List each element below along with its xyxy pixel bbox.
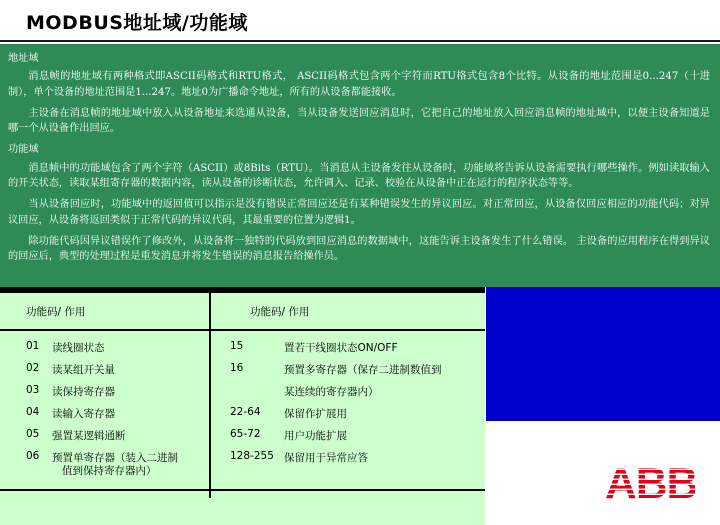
right-desc: 保留作扩展用 bbox=[284, 408, 347, 420]
right-desc: 用户功能扩展 bbox=[284, 430, 347, 442]
right-desc-continued: 某连续的寄存器内） bbox=[284, 386, 379, 398]
function-paragraph-2: 当从设备回应时，功能域中的返回值可以指示是没有错误正常回应还是有某种错误发生的异议回应。对正常回应，从设备仅回应相应的功能代码；对异议回应，从设备将返回类似于正常代码的异议代码，其最重要的位置为逻辑1。 bbox=[8, 199, 710, 226]
left-desc: 读线圈状态 bbox=[52, 342, 105, 354]
right-desc: 置若干线圈状态ON/OFF bbox=[284, 342, 398, 354]
left-desc: 读保持寄存器 bbox=[52, 386, 115, 398]
table-bottom-divider bbox=[0, 489, 485, 491]
svg-text:ABB: ABB bbox=[605, 460, 695, 502]
left-code: 05 bbox=[26, 428, 40, 440]
right-code: 15 bbox=[230, 340, 244, 352]
right-code: 16 bbox=[230, 362, 244, 374]
right-desc: 预置多寄存器（保存二进制数值到 bbox=[284, 364, 442, 376]
left-desc-continued: 值到保持寄存器内） bbox=[62, 465, 157, 477]
left-code: 03 bbox=[26, 384, 40, 396]
header-right: 功能码/ 作用 bbox=[250, 306, 310, 318]
blue-decorative-block bbox=[486, 287, 720, 421]
function-paragraph-1: 消息帧中的功能域包含了两个字符（ASCII）或8Bits（RTU）。当消息从主设备发往从设备时，功能域将告诉从设备需要执行哪些操作。例如读取输入的开关状态，读取某组寄存器的数据内容，读从设备的诊断状态，允许调入、记录、校验在从设备中正在运行的程序状态等等。 bbox=[8, 162, 710, 190]
right-code: 22-64 bbox=[230, 406, 261, 418]
title-underline bbox=[0, 40, 720, 42]
right-desc: 保留用于异常应答 bbox=[284, 452, 368, 464]
right-code: 65-72 bbox=[230, 428, 261, 440]
left-desc: 读某组开关量 bbox=[52, 364, 115, 376]
address-heading: 地址域 bbox=[8, 53, 39, 64]
left-desc: 读输入寄存器 bbox=[52, 408, 115, 420]
function-paragraph-3: 除功能代码因异议错误作了修改外，从设备将一独特的代码放到回应消息的数据域中，这能告诉主设备发生了什么错误。 主设备的应用程序在得到异议的回应后，典型的处理过程是重发消息并将发生错误的消息报告给操作员。 bbox=[8, 235, 710, 263]
column-divider bbox=[209, 293, 211, 498]
left-desc: 强置某逻辑通断 bbox=[52, 430, 126, 442]
header-left: 功能码/ 作用 bbox=[26, 306, 86, 318]
description-panel bbox=[0, 44, 720, 287]
address-paragraph-2: 主设备在消息帧的地址域中放入从设备地址来选通从设备，当从设备发送回应消息时，它把自己的地址放入回应消息帧的地址域中，以便主设备知道是哪一个从设备作出回应。 bbox=[8, 107, 710, 135]
left-desc: 预置单寄存器（装入二进制 bbox=[52, 452, 178, 464]
header-divider bbox=[0, 329, 485, 331]
page-title: MODBUS地址域/功能域 bbox=[26, 12, 248, 34]
right-code: 128-255 bbox=[230, 450, 274, 462]
left-code: 04 bbox=[26, 406, 40, 418]
left-code: 06 bbox=[26, 450, 40, 462]
function-heading: 功能域 bbox=[8, 144, 39, 156]
abb-logo bbox=[605, 460, 695, 506]
left-code: 01 bbox=[26, 340, 40, 352]
function-code-table bbox=[0, 293, 485, 525]
address-paragraph-1: 消息帧的地址域有两种格式即ASCII码格式和RTU格式， ASCII码格式包含两个字符而RTU格式包含8个比特。从设备的地址范围是0...247（十进制），单个设备的地址范围是1...247。地址0为广播命令地址，所有的从设备都能接收。 bbox=[8, 71, 710, 98]
left-code: 02 bbox=[26, 362, 40, 374]
